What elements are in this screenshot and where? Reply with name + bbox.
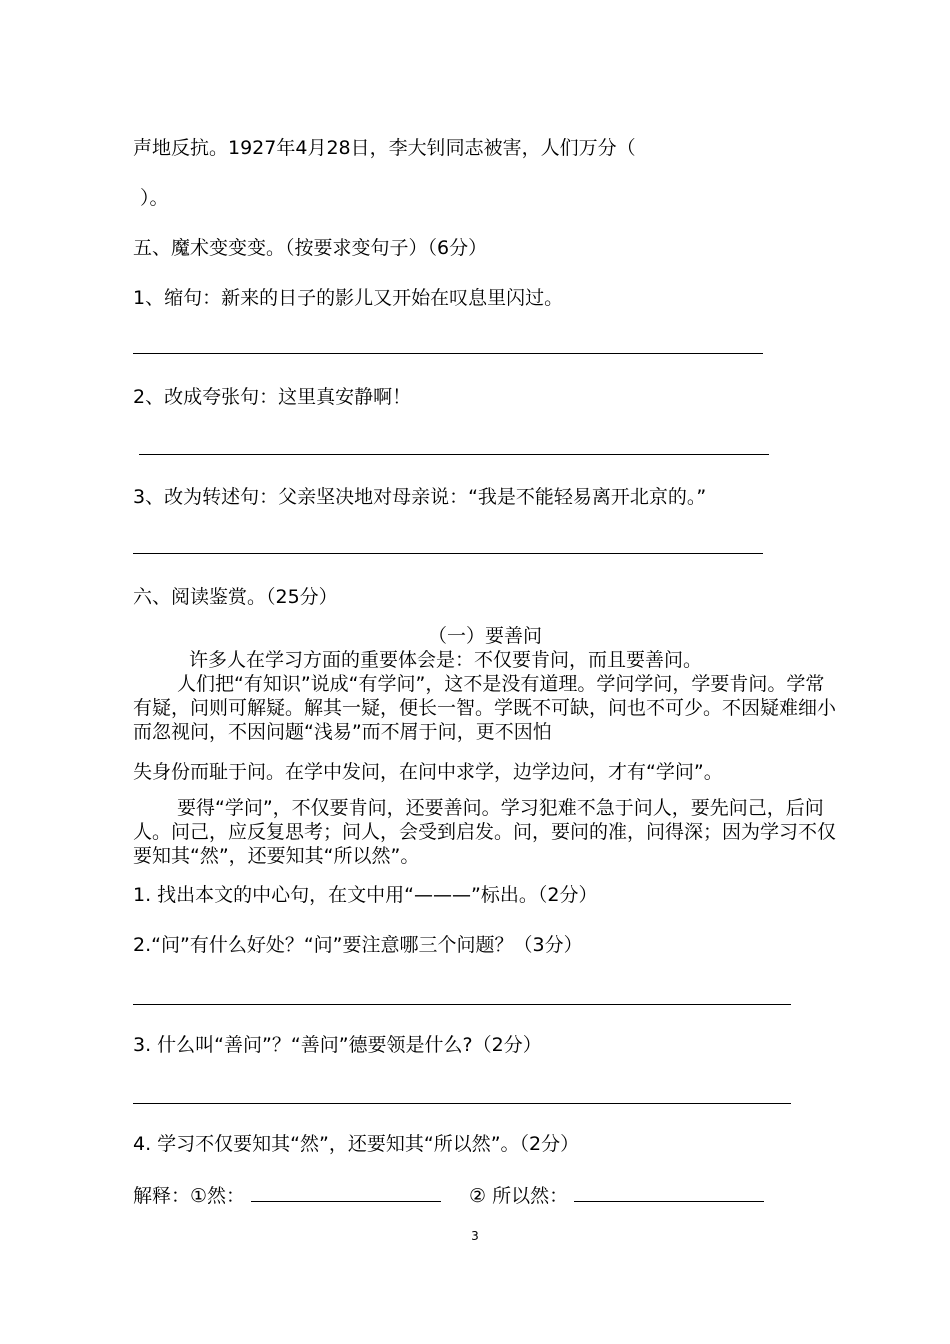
passage-paragraph-3: 要得“学问”，不仅要肯问，还要善问。学习犯难不急于问人，要先问己，后问人。问己，应反复思考；问人，会受到启发。问，要问的准，问得深；因为学习不仅要知其“然”，还要知其“所以然”。 <box>133 797 837 867</box>
explain-label: 解释：①然： <box>133 1185 246 1207</box>
explain-second-label: ② 所以然： <box>469 1185 569 1207</box>
page-number: 3 <box>471 1229 479 1243</box>
section-six-heading: 六、阅读鉴赏。（25分） <box>133 586 338 608</box>
question-1-condense: 1、缩句：新来的日子的影儿又开始在叹息里闪过。 <box>133 287 564 309</box>
reading-question-1: 1. 找出本文的中心句，在文中用“———”标出。（2分） <box>133 884 598 906</box>
passage-paragraph-2a: 人们把“有知识”说成“有学问”，这不是没有道理。学问学问，学要肯问。学常有疑，问则可解疑。解其一疑，便长一智。学既不可缺，问也不可少。不因疑难细小而忽视问，不因问题“浅易”而不屑于问，更不因怕 <box>133 673 837 743</box>
line-fill-blank-lijiao: 声地反抗。1927年4月28日，李大钊同志被害，人们万分（ <box>133 137 636 159</box>
question-2-exaggerate: 2、改成夸张句：这里真安静啊！ <box>133 386 412 408</box>
reading-question-4: 4. 学习不仅要知其“然”，还要知其“所以然”。（2分） <box>133 1133 580 1155</box>
answer-line-3[interactable] <box>133 553 763 554</box>
reading-question-2: 2.“问”有什么好处？“问”要注意哪三个问题？（3分） <box>133 934 583 956</box>
passage-title: （一）要善问 <box>427 625 542 647</box>
section-five-heading: 五、魔术变变变。（按要求变句子）（6分） <box>133 237 488 259</box>
answer-line-2[interactable] <box>139 454 769 455</box>
explain-blank-1[interactable] <box>251 1183 441 1202</box>
answer-line-5[interactable] <box>133 1103 791 1104</box>
passage-paragraph-2b: 失身份而耻于问。在学中发问，在问中求学，边学边问，才有“学问”。 <box>133 761 723 783</box>
reading-question-3: 3. 什么叫“善问”？“善问”德要领是什么?（2分） <box>133 1034 542 1056</box>
explain-blank-2[interactable] <box>574 1183 764 1202</box>
line-fill-blank-close: ）。 <box>140 187 169 209</box>
answer-line-1[interactable] <box>133 353 763 354</box>
answer-line-4[interactable] <box>133 1004 791 1005</box>
explain-row <box>133 1183 764 1208</box>
question-3-indirect-speech: 3、改为转述句：父亲坚决地对母亲说：“我是不能轻易离开北京的。” <box>133 486 707 508</box>
passage-paragraph-1: 许多人在学习方面的重要体会是：不仅要肯问，而且要善问。 <box>189 649 703 671</box>
